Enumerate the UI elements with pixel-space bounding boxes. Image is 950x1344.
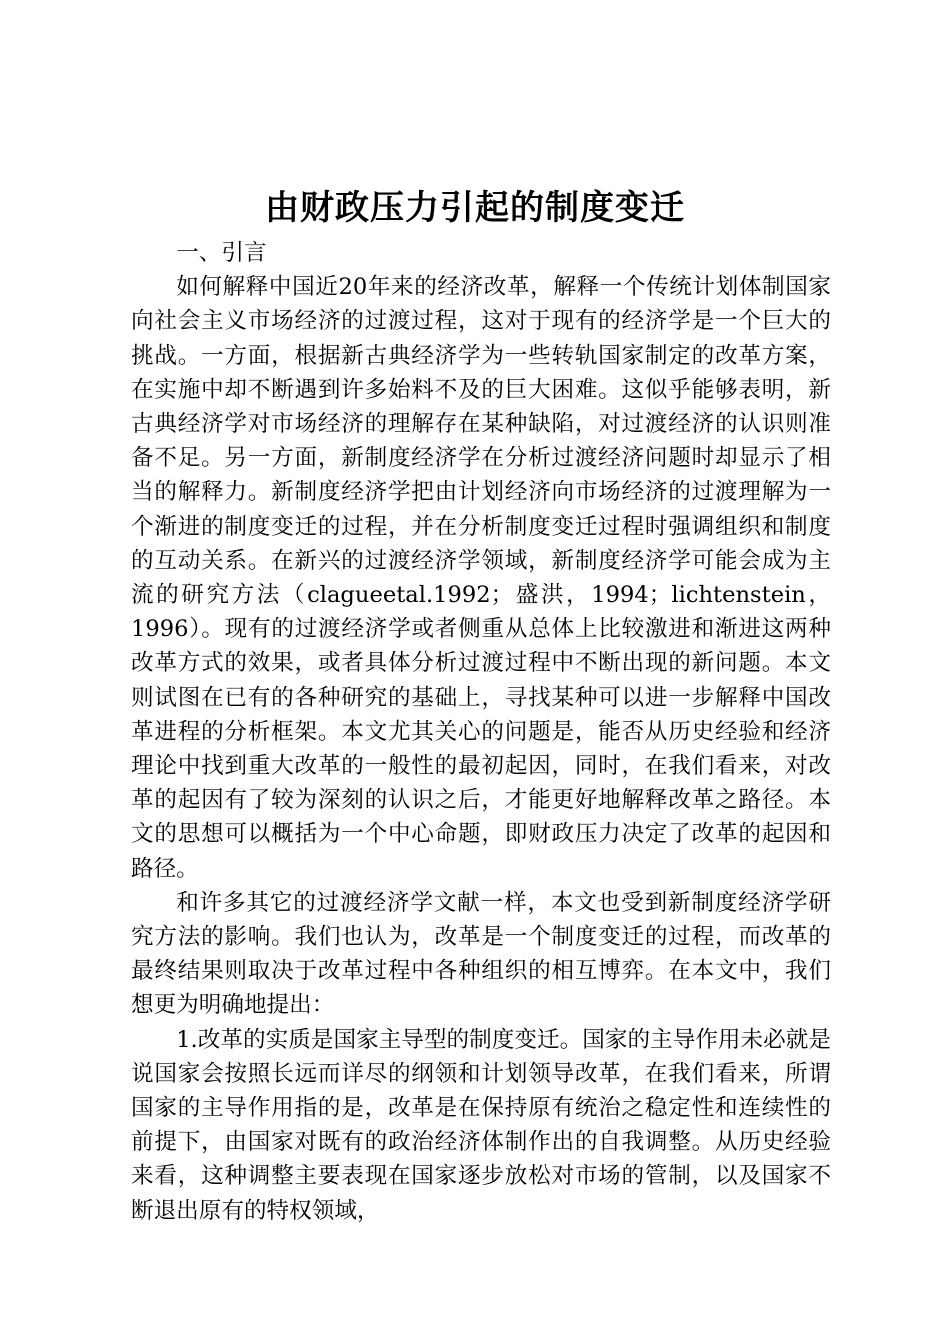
document-title: 由财政压力引起的制度变迁 xyxy=(265,188,685,228)
paragraph-2: 和许多其它的过渡经济学文献一样，本文也受到新制度经济学研究方法的影响。我们也认为，改革是一个制度变迁的过程，而改革的最终结果则取决于改革过程中各种组织的相互博弈。在本文中，我们想更为明确地提出： xyxy=(131,889,831,1019)
section-heading: 一、引言 xyxy=(176,240,267,266)
document-body xyxy=(131,236,831,1228)
paragraph-1: 如何解释中国近20年来的经济改革，解释一个传统计划体制国家向社会主义市场经济的过渡过程，这对于现有的经济学是一个巨大的挑战。一方面，根据新古典经济学为一些转轨国家制定的改革方案，在实施中却不断遇到许多始料不及的巨大困难。这似乎能够表明，新古典经济学对市场经济的理解存在某种缺陷，对过渡经济的认识则准备不足。另一方面，新制度经济学在分析过渡经济问题时却显示了相当的解释力。新制度经济学把由计划经济向市场经济的过渡理解为一个渐进的制度变迁的过程，并在分析制度变迁过程时强调组织和制度的互动关系。在新兴的过渡经济学领域，新制度经济学可能会成为主流的研究方法（clagueetal.1992；盛洪，1994；lichtenstein，1996）。现有的过渡经济学或者侧重从总体上比较激进和渐进这两种改革方式的效果，或者具体分析过渡过程中不断出现的新问题。本文则试图在已有的各种研究的基础上，寻找某种可以进一步解释中国改革进程的分析框架。本文尤其关心的问题是，能否从历史经验和经济理论中找到重大改革的一般性的最初起因，同时，在我们看来，对改革的起因有了较为深刻的认识之后，才能更好地解释改革之路径。本文的思想可以概括为一个中心命题，即财政压力决定了改革的起因和路径。 xyxy=(131,274,831,882)
paragraph-3: 1.改革的实质是国家主导型的制度变迁。国家的主导作用未必就是说国家会按照长远而详尽的纲领和计划领导改革，在我们看来，所谓国家的主导作用指的是，改革是在保持原有统治之稳定性和连续性的前提下，由国家对既有的政治经济体制作出的自我调整。从历史经验来看，这种调整主要表现在国家逐步放松对市场的管制，以及国家不断退出原有的特权领域， xyxy=(131,1026,831,1224)
